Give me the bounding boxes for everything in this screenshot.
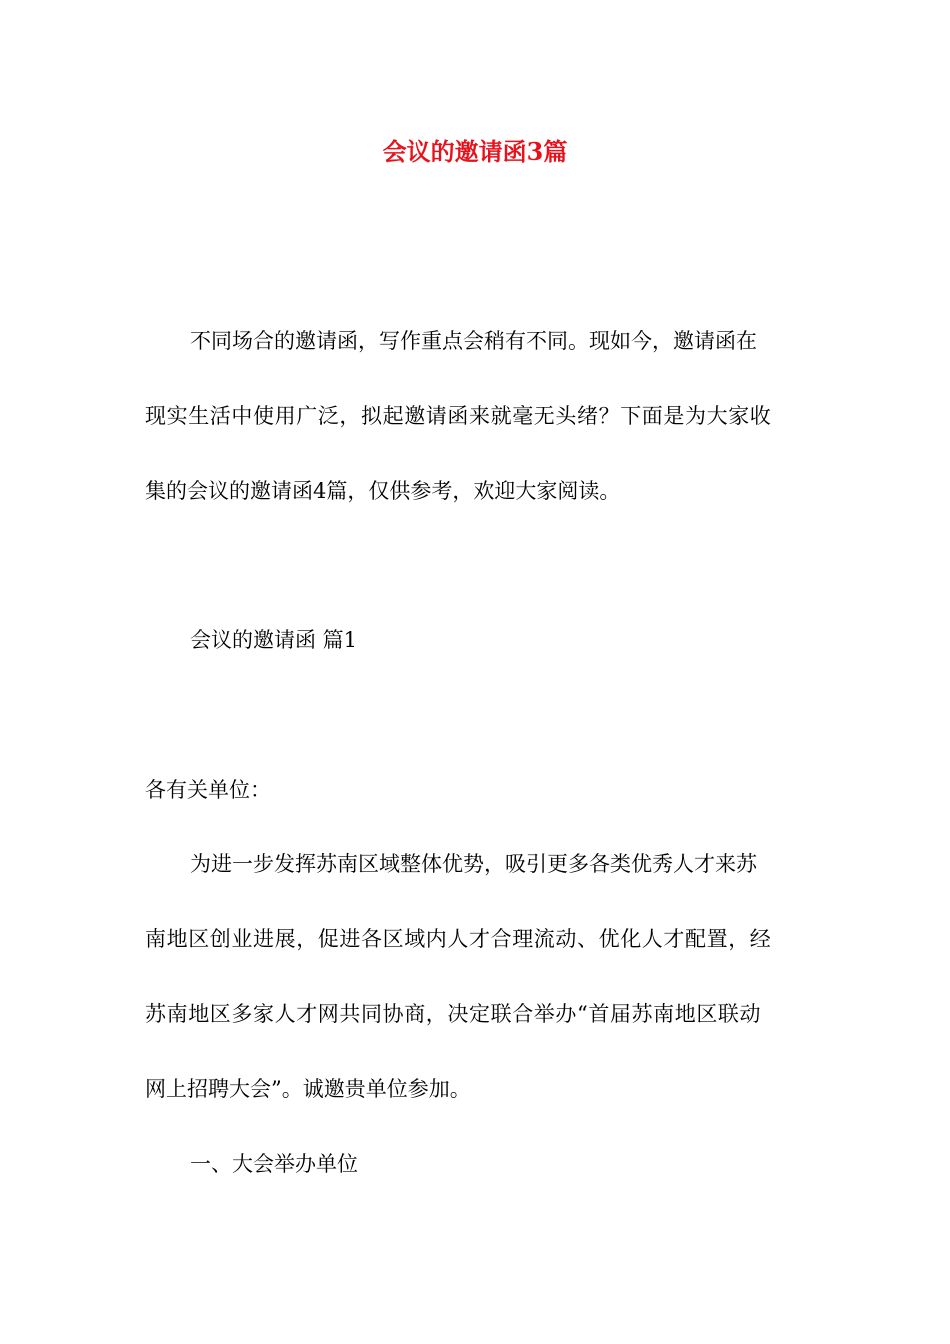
body-line-1: 为进一步发挥苏南区域整体优势，吸引更多各类优秀人才来苏: [190, 852, 757, 876]
document-title: 会议的邀请函3篇: [382, 137, 568, 166]
body-line-2: 南地区创业进展，促进各区域内人才合理流动、优化人才配置，经: [145, 927, 772, 951]
intro-line-1: 不同场合的邀请函，写作重点会稍有不同。现如今，邀请函在: [190, 329, 757, 353]
section-heading: 会议的邀请函 篇1: [190, 628, 358, 652]
intro-line-3: 集的会议的邀请函4篇，仅供参考，欢迎大家阅读。: [145, 479, 621, 503]
subheading: 一、大会举办单位: [190, 1152, 358, 1176]
intro-line-2: 现实生活中使用广泛，拟起邀请函来就毫无头绪？下面是为大家收: [145, 404, 772, 428]
salutation: 各有关单位：: [145, 778, 271, 802]
body-line-4: 网上招聘大会”。诚邀贵单位参加。: [145, 1077, 471, 1101]
body-line-3: 苏南地区多家人才网共同协商，决定联合举办“首届苏南地区联动: [145, 1002, 762, 1026]
